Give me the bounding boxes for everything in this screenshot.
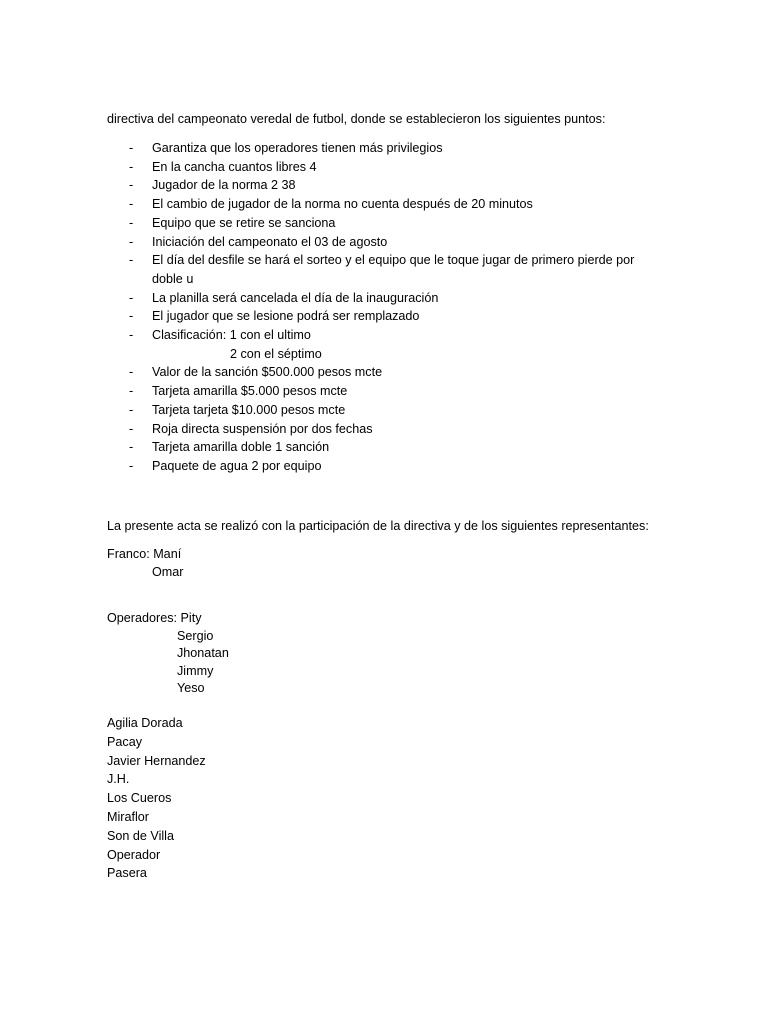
bullet-dash: - <box>129 421 134 436</box>
points-list <box>107 139 634 476</box>
bullet-dash: - <box>129 253 134 268</box>
bullet-dash: - <box>129 309 134 324</box>
list-item-text: El jugador que se lesione podrá ser remplazado <box>152 309 420 324</box>
list-item-text: Jugador de la norma 2 38 <box>152 178 296 193</box>
list-item-text: El día del desfile se hará el sorteo y el equipo que le toque jugar de primero pierde por <box>152 253 635 268</box>
intro-paragraph: directiva del campeonato veredal de futbol, donde se establecieron los siguientes puntos: <box>107 112 606 126</box>
operadores-member: Sergio <box>177 628 214 643</box>
list-item-text: Garantiza que los operadores tienen más privilegios <box>152 141 443 155</box>
bullet-dash: - <box>129 458 134 473</box>
team-item: Agilia Dorada <box>107 716 183 730</box>
franco-member: Omar <box>152 564 184 579</box>
bullet-dash: - <box>129 290 134 305</box>
franco-representatives <box>107 545 183 580</box>
list-item <box>107 326 634 345</box>
list-item <box>107 401 634 420</box>
list-item-text: El cambio de jugador de la norma no cuenta después de 20 minutos <box>152 197 533 212</box>
team-item: Pacay <box>107 734 143 749</box>
operadores-member: Yeso <box>177 681 205 695</box>
list-item-text: La planilla será cancelada el día de la inauguración <box>152 290 439 305</box>
team-item: Pasera <box>107 866 147 881</box>
list-item <box>107 158 634 177</box>
list-item <box>107 176 634 195</box>
bullet-dash: - <box>129 178 134 193</box>
list-item-text: Roja directa suspensión por dos fechas <box>152 421 373 436</box>
list-item <box>107 382 634 401</box>
list-item <box>107 363 634 382</box>
bullet-dash: - <box>129 440 134 455</box>
bullet-dash: - <box>129 328 134 343</box>
team-item: Javier Hernandez <box>107 753 206 768</box>
list-item <box>107 457 634 476</box>
bullet-dash: - <box>129 197 134 212</box>
list-item-text: Tarjeta amarilla doble 1 sanción <box>152 440 330 455</box>
closing-paragraph: La presente acta se realizó con la participación de la directiva y de los siguientes representantes: <box>107 519 649 533</box>
team-item: Los Cueros <box>107 791 172 806</box>
bullet-dash: - <box>129 365 134 380</box>
bullet-dash: - <box>129 384 134 399</box>
team-item: J.H. <box>107 772 130 787</box>
teams-list <box>107 714 206 883</box>
list-item-text: Paquete de agua 2 por equipo <box>152 458 322 473</box>
list-item <box>107 214 634 233</box>
operadores-representatives <box>107 609 229 697</box>
list-item-text: En la cancha cuantos libres 4 <box>152 159 317 174</box>
bullet-dash: - <box>129 141 134 155</box>
list-item <box>107 420 634 439</box>
team-item: Miraflor <box>107 809 149 824</box>
bullet-dash: - <box>129 402 134 417</box>
operadores-label: Operadores: Pity <box>107 611 202 625</box>
list-item-text: Tarjeta tarjeta $10.000 pesos mcte <box>152 402 346 417</box>
list-item <box>107 307 634 326</box>
list-item <box>107 251 634 288</box>
list-item <box>107 139 634 158</box>
list-item-text: 2 con el séptimo <box>230 346 322 361</box>
list-item-text: Tarjeta amarilla $5.000 pesos mcte <box>152 384 348 399</box>
franco-label: Franco: Maní <box>107 547 182 561</box>
bullet-dash: - <box>129 159 134 174</box>
operadores-member: Jimmy <box>177 663 214 678</box>
team-item: Operador <box>107 847 161 862</box>
list-item-text: Clasificación: 1 con el ultimo <box>152 328 311 343</box>
list-item <box>107 289 634 308</box>
bullet-dash: - <box>129 234 134 249</box>
team-item: Son de Villa <box>107 828 174 843</box>
list-item <box>107 233 634 252</box>
list-item-text: Valor de la sanción $500.000 pesos mcte <box>152 365 383 380</box>
bullet-dash: - <box>129 215 134 230</box>
list-item-continuation: doble u <box>152 271 194 286</box>
operadores-member: Jhonatan <box>177 646 229 660</box>
list-item-text: Iniciación del campeonato el 03 de agosto <box>152 234 388 249</box>
list-item-text: Equipo que se retire se sanciona <box>152 215 336 230</box>
list-item <box>107 345 634 364</box>
list-item <box>107 195 634 214</box>
list-item <box>107 438 634 457</box>
